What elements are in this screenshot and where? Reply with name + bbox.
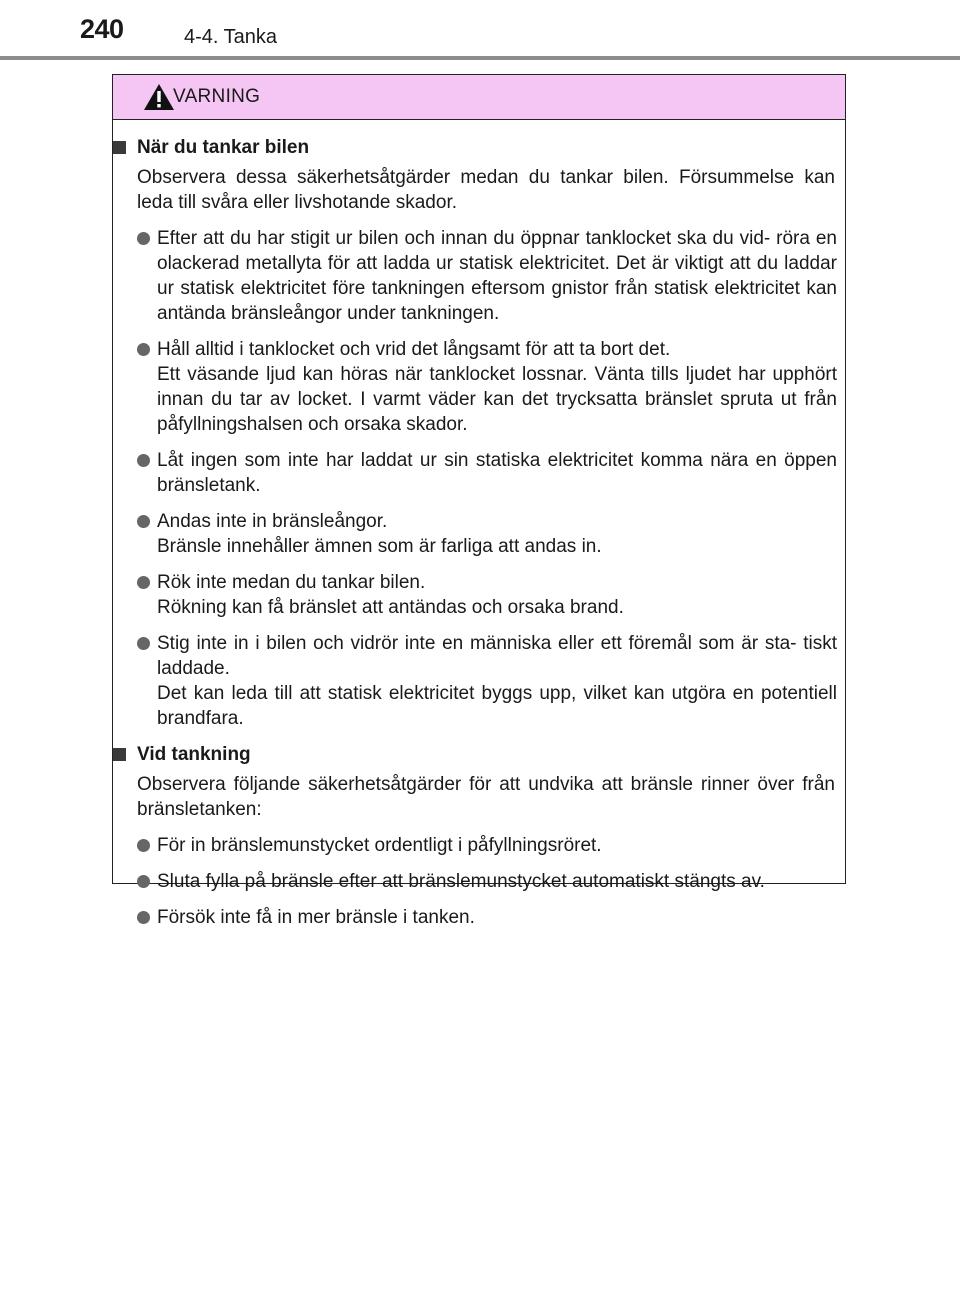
bullet-text: Det kan leda till att statisk elektricitet byggs upp, vilket kan utgöra en potentiell brandfara.	[157, 683, 837, 729]
page-number: 240	[80, 14, 124, 44]
warning-box	[112, 74, 846, 928]
bullet-text: Efter att du har stigit ur bilen och innan du öppnar tanklocket ska du vid- röra en olackerad metallyta för att ladda ur statisk elektricitet. Det är viktigt att du laddar ur statisk elektricitet före tankningen eftersom gnistor från statisk elektricitet kan antända bränsleångor under tankningen.	[157, 228, 837, 324]
bullet-text: Andas inte in bränsleångor.	[157, 511, 388, 532]
warning-header	[113, 75, 845, 120]
bullet-item	[113, 448, 845, 498]
warning-content	[113, 119, 845, 930]
square-bullet-icon	[113, 141, 126, 154]
bullet-text: Stig inte in i bilen och vidrör inte en människa eller ett föremål som är sta- tiskt laddade.	[157, 633, 837, 679]
round-bullet-icon	[137, 911, 150, 924]
bullet-text: Håll alltid i tanklocket och vrid det långsamt för att ta bort det.	[157, 339, 671, 360]
section-intro: Observera dessa säkerhetsåtgärder medan du tankar bilen. Försummelse kan leda till svåra eller livshotande skador.	[137, 167, 835, 213]
bullet-item	[113, 509, 845, 559]
section-intro: Observera följande säkerhetsåtgärder för att undvika att bränsle rinner över från bränsletanken:	[137, 774, 835, 820]
section-heading-text: Vid tankning	[137, 744, 251, 765]
bullet-text: För in bränslemunstycket ordentligt i påfyllningsröret.	[157, 835, 602, 856]
warning-triangle-icon	[143, 83, 175, 111]
bullet-item	[113, 337, 845, 437]
bullet-text: Sluta fylla på bränsle efter att bränslemunstycket automatiskt stängts av.	[157, 871, 765, 892]
round-bullet-icon	[137, 232, 150, 245]
section-title: 4-4. Tanka	[184, 26, 278, 48]
round-bullet-icon	[137, 515, 150, 528]
round-bullet-icon	[137, 454, 150, 467]
round-bullet-icon	[137, 875, 150, 888]
square-bullet-icon	[113, 748, 126, 761]
section-heading-text: När du tankar bilen	[137, 137, 310, 158]
bullet-text: Ett väsande ljud kan höras när tanklocket lossnar. Vänta tills ljudet har upphört innan du tar av locket. I varmt väder kan det trycksatta bränslet spruta ut från påfyllningshalsen och orsaka skador.	[157, 364, 837, 435]
warning-label: VARNING	[173, 86, 261, 107]
round-bullet-icon	[137, 839, 150, 852]
round-bullet-icon	[137, 576, 150, 589]
bullet-text: Låt ingen som inte har laddat ur sin statiska elektricitet komma nära en öppen bränsletank.	[157, 450, 837, 496]
header-divider	[0, 56, 960, 60]
section-heading	[113, 741, 845, 769]
bullet-text: Rök inte medan du tankar bilen.	[157, 572, 426, 593]
bullet-text: Rökning kan få bränslet att antändas och orsaka brand.	[157, 597, 624, 618]
bullet-item	[113, 226, 845, 326]
bullet-item	[113, 631, 845, 731]
section-heading	[113, 134, 845, 162]
page-header	[0, 0, 960, 64]
bullet-item	[113, 833, 845, 858]
bullet-text: Försök inte få in mer bränsle i tanken.	[157, 907, 475, 928]
round-bullet-icon	[137, 343, 150, 356]
bullet-item	[113, 905, 845, 930]
bullet-item	[113, 570, 845, 620]
bullet-item	[113, 869, 845, 894]
bullet-text: Bränsle innehåller ämnen som är farliga att andas in.	[157, 536, 602, 557]
round-bullet-icon	[137, 637, 150, 650]
